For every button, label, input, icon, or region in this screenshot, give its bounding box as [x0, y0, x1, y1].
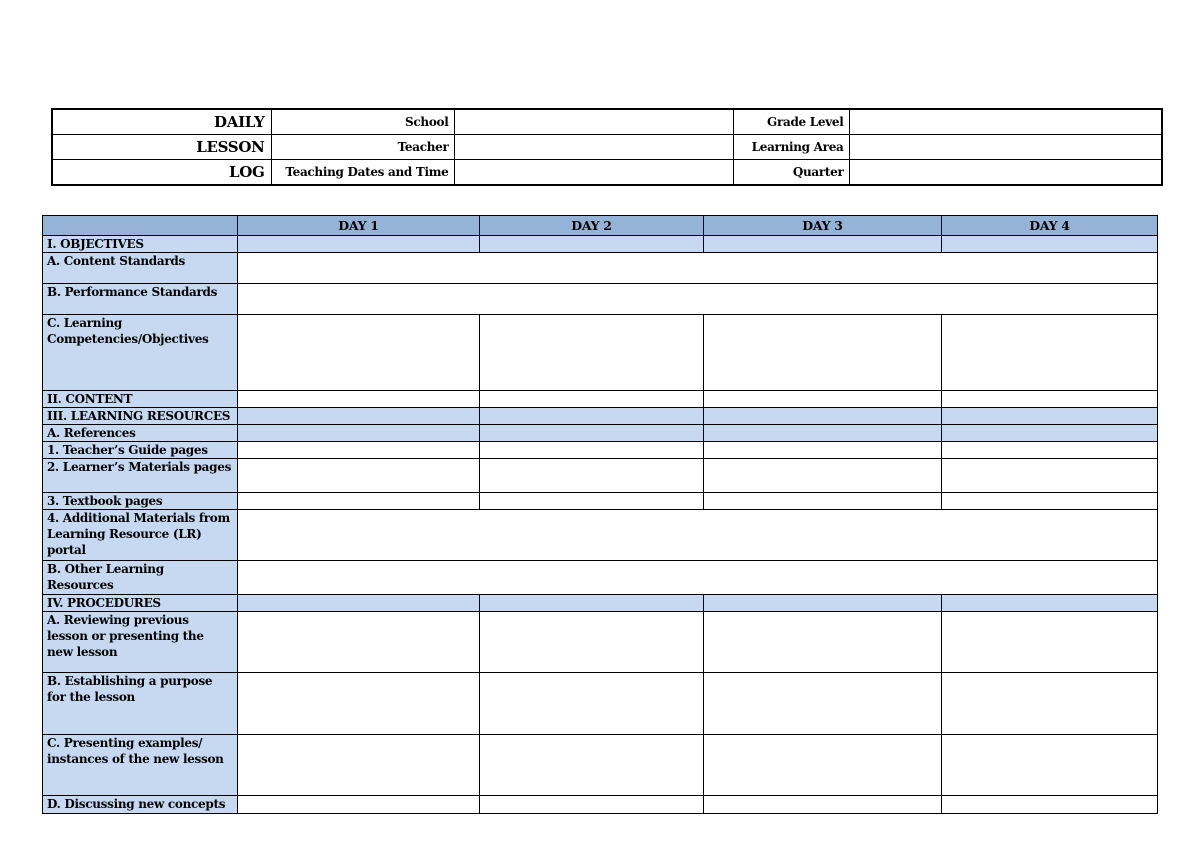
other-resources-field[interactable] [238, 561, 1158, 595]
quarter-field[interactable] [849, 160, 1162, 186]
table-row [43, 561, 1158, 595]
day-4-cell[interactable] [942, 795, 1158, 813]
day-2-cell[interactable] [480, 795, 704, 813]
day-1-cell[interactable] [238, 612, 480, 673]
day-1-cell[interactable] [238, 795, 480, 813]
column-day-3: DAY 3 [704, 216, 942, 236]
table-row [43, 612, 1158, 673]
day-3-cell[interactable] [704, 458, 942, 492]
performance-standards-field[interactable] [238, 284, 1158, 315]
cell [480, 595, 704, 612]
lesson-log-header [51, 108, 1163, 186]
title-daily: DAILY [52, 109, 271, 135]
cell [480, 407, 704, 424]
quarter-label: Quarter [733, 160, 849, 186]
day-1-cell[interactable] [238, 673, 480, 734]
row-label-performance-standards: B. Performance Standards [43, 284, 238, 315]
day-4-cell[interactable] [942, 441, 1158, 458]
table-header-row [43, 216, 1158, 236]
day-2-cell[interactable] [480, 492, 704, 509]
table-row [43, 236, 1158, 253]
table-row [43, 253, 1158, 284]
cell [942, 407, 1158, 424]
row-label-content-standards: A. Content Standards [43, 253, 238, 284]
cell [238, 424, 480, 441]
day-4-cell[interactable] [942, 315, 1158, 390]
learning-area-field[interactable] [849, 135, 1162, 160]
school-field[interactable] [454, 109, 733, 135]
column-day-4: DAY 4 [942, 216, 1158, 236]
day-4-cell[interactable] [942, 492, 1158, 509]
day-3-cell[interactable] [704, 492, 942, 509]
cell [704, 595, 942, 612]
teaching-dates-field[interactable] [454, 160, 733, 186]
day-3-cell[interactable] [704, 734, 942, 795]
cell [942, 595, 1158, 612]
table-row [43, 795, 1158, 813]
table-row [43, 492, 1158, 509]
table-row [43, 458, 1158, 492]
cell [238, 236, 480, 253]
day-3-cell[interactable] [704, 441, 942, 458]
day-4-cell[interactable] [942, 734, 1158, 795]
cell [704, 424, 942, 441]
learning-area-label: Learning Area [733, 135, 849, 160]
row-label-establishing: B. Establishing a purpose for the lesson [43, 673, 238, 734]
column-day-2: DAY 2 [480, 216, 704, 236]
row-label-teachers-guide: 1. Teacher’s Guide pages [43, 441, 238, 458]
day-2-cell[interactable] [480, 390, 704, 407]
additional-materials-field[interactable] [238, 509, 1158, 560]
row-label-references: A. References [43, 424, 238, 441]
day-1-cell[interactable] [238, 390, 480, 407]
row-label-textbook: 3. Textbook pages [43, 492, 238, 509]
cell [942, 424, 1158, 441]
day-2-cell[interactable] [480, 734, 704, 795]
day-3-cell[interactable] [704, 612, 942, 673]
day-2-cell[interactable] [480, 673, 704, 734]
title-lesson: LESSON [52, 135, 271, 160]
row-label-learners-materials: 2. Learner’s Materials pages [43, 458, 238, 492]
teaching-dates-label: Teaching Dates and Time [271, 160, 454, 186]
content-standards-field[interactable] [238, 253, 1158, 284]
grade-level-field[interactable] [849, 109, 1162, 135]
row-label-procedures: IV. PROCEDURES [43, 595, 238, 612]
day-1-cell[interactable] [238, 315, 480, 390]
teacher-field[interactable] [454, 135, 733, 160]
row-label-presenting: C. Presenting examples/ instances of the new lesson [43, 734, 238, 795]
column-day-1: DAY 1 [238, 216, 480, 236]
table-row [43, 441, 1158, 458]
cell [480, 424, 704, 441]
day-4-cell[interactable] [942, 458, 1158, 492]
table-row [43, 673, 1158, 734]
row-label-learning-competencies: C. Learning Competencies/Objectives [43, 315, 238, 390]
table-row [43, 407, 1158, 424]
table-row [43, 390, 1158, 407]
day-4-cell[interactable] [942, 673, 1158, 734]
row-label-discussing: D. Discussing new concepts [43, 795, 238, 813]
grade-level-label: Grade Level [733, 109, 849, 135]
day-2-cell[interactable] [480, 315, 704, 390]
row-label-objectives: I. OBJECTIVES [43, 236, 238, 253]
table-row [43, 509, 1158, 560]
day-2-cell[interactable] [480, 458, 704, 492]
row-label-content: II. CONTENT [43, 390, 238, 407]
day-1-cell[interactable] [238, 734, 480, 795]
corner-cell [43, 216, 238, 236]
cell [704, 236, 942, 253]
cell [704, 407, 942, 424]
table-row [43, 315, 1158, 390]
day-1-cell[interactable] [238, 458, 480, 492]
day-1-cell[interactable] [238, 492, 480, 509]
table-row [43, 734, 1158, 795]
cell [238, 595, 480, 612]
title-log: LOG [52, 160, 271, 186]
daily-lesson-log-table [42, 215, 1158, 814]
day-2-cell[interactable] [480, 612, 704, 673]
day-1-cell[interactable] [238, 441, 480, 458]
table-row [43, 595, 1158, 612]
teacher-label: Teacher [271, 135, 454, 160]
row-label-learning-resources: III. LEARNING RESOURCES [43, 407, 238, 424]
cell [942, 236, 1158, 253]
day-2-cell[interactable] [480, 441, 704, 458]
day-3-cell[interactable] [704, 315, 942, 390]
school-label: School [271, 109, 454, 135]
day-4-cell[interactable] [942, 390, 1158, 407]
row-label-additional-materials: 4. Additional Materials from Learning Resource (LR) portal [43, 509, 238, 560]
day-4-cell[interactable] [942, 612, 1158, 673]
day-3-cell[interactable] [704, 390, 942, 407]
cell [238, 407, 480, 424]
row-label-other-resources: B. Other Learning Resources [43, 561, 238, 595]
day-3-cell[interactable] [704, 795, 942, 813]
table-row [43, 284, 1158, 315]
day-3-cell[interactable] [704, 673, 942, 734]
cell [480, 236, 704, 253]
table-row [43, 424, 1158, 441]
row-label-reviewing: A. Reviewing previous lesson or presenting the new lesson [43, 612, 238, 673]
